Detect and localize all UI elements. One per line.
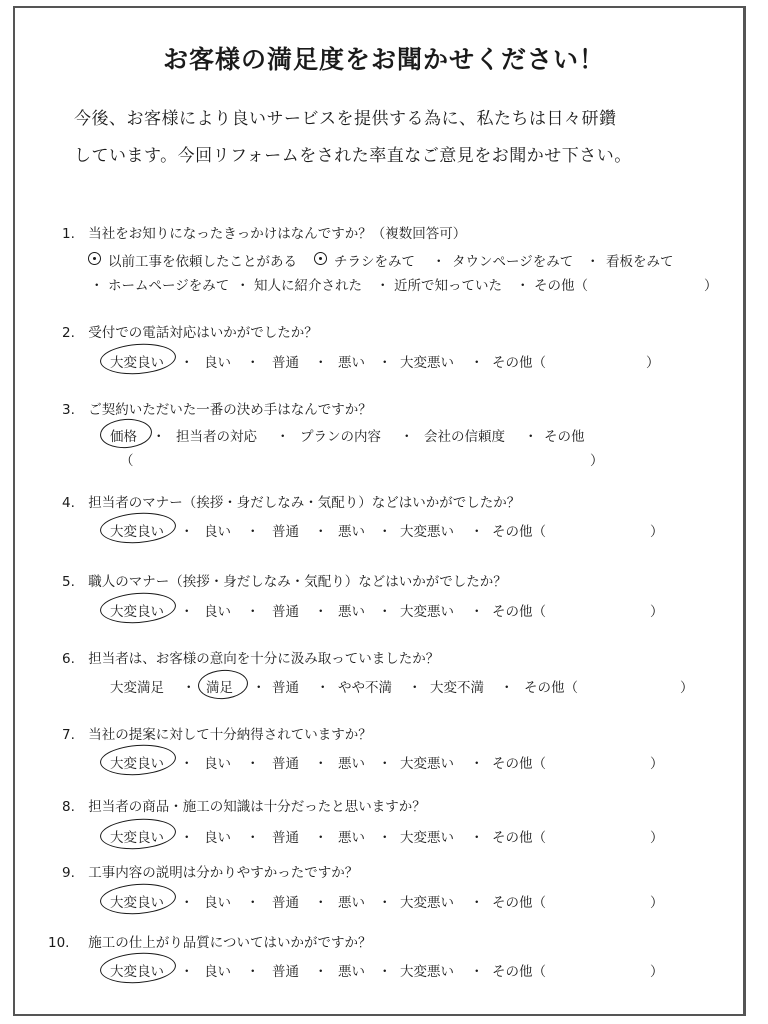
separator: ・ <box>236 278 250 294</box>
separator: ・ <box>314 604 328 620</box>
option-selected[interactable]: 大変良い <box>110 830 164 846</box>
option-selected[interactable]: 大変良い <box>110 355 164 371</box>
option[interactable]: やや不満 <box>338 680 392 696</box>
separator: ・ <box>470 604 484 620</box>
option[interactable]: 知人に紹介された <box>254 278 362 294</box>
separator: ・ <box>246 895 260 911</box>
question-4 <box>62 491 520 511</box>
question-text: 職人のマナー（挨拶・身だしなみ・気配り）などはいかがでしたか？ <box>88 574 507 590</box>
option[interactable]: チラシをみて <box>334 254 415 270</box>
option[interactable]: 大変悪い <box>400 895 454 911</box>
option: ） <box>704 278 718 294</box>
option[interactable]: 大変悪い <box>400 964 454 980</box>
separator: ・ <box>586 254 600 270</box>
question-text: 当社の提案に対して十分納得されていますか？ <box>88 727 372 743</box>
question-6 <box>62 647 439 667</box>
option[interactable]: 良い <box>204 830 231 846</box>
selected-dot-mark <box>314 252 327 265</box>
question-text: ご契約いただいた一番の決め手はなんですか？ <box>88 402 372 418</box>
option[interactable]: 悪い <box>338 355 365 371</box>
option[interactable]: その他（ <box>492 355 546 371</box>
option[interactable]: プランの内容 <box>300 429 381 445</box>
separator: ・ <box>314 895 328 911</box>
option-selected[interactable]: 大変良い <box>110 895 164 911</box>
option[interactable]: ホームページをみて <box>108 278 230 294</box>
question-2 <box>62 321 318 341</box>
separator: ・ <box>376 278 390 294</box>
option: （ <box>120 453 134 469</box>
option-selected[interactable]: 大変良い <box>110 756 164 772</box>
separator: ・ <box>400 429 414 445</box>
question-9 <box>62 861 358 881</box>
separator: ・ <box>180 355 194 371</box>
option[interactable]: タウンページをみて <box>452 254 574 270</box>
option[interactable]: 普通 <box>272 830 299 846</box>
question-number: 1. <box>62 226 75 242</box>
option: ） <box>646 355 660 371</box>
question-number: 2. <box>62 325 75 341</box>
answer-row-10 <box>0 960 768 982</box>
separator: ・ <box>470 756 484 772</box>
option: ） <box>650 830 664 846</box>
separator: ・ <box>316 680 330 696</box>
question-3 <box>62 398 372 418</box>
option-selected[interactable]: 満足 <box>206 680 233 696</box>
option[interactable]: 普通 <box>272 756 299 772</box>
separator: ・ <box>378 524 392 540</box>
separator: ・ <box>378 756 392 772</box>
option[interactable]: その他（ <box>492 830 546 846</box>
separator: ・ <box>246 355 260 371</box>
separator: ・ <box>182 680 196 696</box>
question-5 <box>62 570 507 590</box>
option: ） <box>650 895 664 911</box>
option[interactable]: 良い <box>204 895 231 911</box>
answer-row-2 <box>0 351 768 373</box>
option: ） <box>650 756 664 772</box>
option[interactable]: その他（ <box>492 604 546 620</box>
option[interactable]: 以前工事を依頼したことがある <box>108 254 297 270</box>
separator: ・ <box>180 830 194 846</box>
separator: ・ <box>180 756 194 772</box>
question-number: 9. <box>62 865 75 881</box>
option[interactable]: 大変満足 <box>110 680 164 696</box>
question-7 <box>62 723 372 743</box>
option[interactable]: 悪い <box>338 524 365 540</box>
separator: ・ <box>378 830 392 846</box>
option: ） <box>680 680 694 696</box>
option[interactable]: 普通 <box>272 680 299 696</box>
separator: ・ <box>432 254 446 270</box>
option-selected[interactable]: 大変良い <box>110 604 164 620</box>
question-text: 担当者の商品・施工の知識は十分だったと思いますか？ <box>88 799 426 815</box>
option: ） <box>650 604 664 620</box>
question-8 <box>62 795 426 815</box>
option[interactable]: 大変悪い <box>400 355 454 371</box>
separator: ・ <box>516 278 530 294</box>
question-number: 10. <box>48 935 70 951</box>
question-text: 工事内容の説明は分かりやすかったですか？ <box>88 865 359 881</box>
option-selected[interactable]: 大変良い <box>110 524 164 540</box>
option-selected[interactable]: 価格 <box>110 429 137 445</box>
intro-line-1: 今後、お客様により良いサービスを提供する為に、私たちは日々研鑽 <box>74 109 617 129</box>
option[interactable]: 近所で知っていた <box>394 278 502 294</box>
separator: ・ <box>246 524 260 540</box>
separator: ・ <box>314 524 328 540</box>
option[interactable]: 悪い <box>338 830 365 846</box>
question-number: 6. <box>62 651 75 667</box>
question-10 <box>48 931 372 951</box>
question-number: 7. <box>62 727 75 743</box>
page-title: お客様の満足度をお聞かせください！ <box>162 45 605 74</box>
answer-row-1a <box>0 250 768 270</box>
option[interactable]: 普通 <box>272 524 299 540</box>
selected-dot-mark <box>88 252 101 265</box>
option[interactable]: 良い <box>204 355 231 371</box>
answer-row-3b <box>0 449 768 469</box>
separator: ・ <box>378 355 392 371</box>
question-text: 施工の仕上がり品質についてはいかがですか？ <box>88 935 372 951</box>
separator: ・ <box>470 964 484 980</box>
option[interactable]: 大変悪い <box>400 604 454 620</box>
separator: ・ <box>470 355 484 371</box>
option[interactable]: 会社の信頼度 <box>424 429 505 445</box>
separator: ・ <box>524 429 538 445</box>
option[interactable]: 担当者の対応 <box>176 429 257 445</box>
separator: ・ <box>378 604 392 620</box>
separator: ・ <box>180 964 194 980</box>
separator: ・ <box>152 429 166 445</box>
option: ） <box>650 964 664 980</box>
separator: ・ <box>500 680 514 696</box>
option[interactable]: 悪い <box>338 895 365 911</box>
option[interactable]: その他（ <box>492 895 546 911</box>
separator: ・ <box>246 830 260 846</box>
option[interactable]: その他 <box>544 429 585 445</box>
separator: ・ <box>180 524 194 540</box>
separator: ・ <box>314 964 328 980</box>
separator: ・ <box>276 429 290 445</box>
separator: ・ <box>246 604 260 620</box>
answer-row-6 <box>0 676 768 698</box>
separator: ・ <box>470 524 484 540</box>
option[interactable]: 悪い <box>338 964 365 980</box>
question-number: 5. <box>62 574 75 590</box>
separator: ・ <box>408 680 422 696</box>
separator: ・ <box>90 278 104 294</box>
option[interactable]: その他（ <box>534 278 588 294</box>
option[interactable]: 悪い <box>338 756 365 772</box>
question-number: 4. <box>62 495 75 511</box>
separator: ・ <box>252 680 266 696</box>
option: ） <box>590 453 604 469</box>
option[interactable]: 大変不満 <box>430 680 484 696</box>
answer-row-8 <box>0 826 768 848</box>
separator: ・ <box>378 964 392 980</box>
question-text: 当社をお知りになったきっかけはなんですか？（複数回答可） <box>88 226 467 242</box>
option[interactable]: その他（ <box>492 964 546 980</box>
separator: ・ <box>314 830 328 846</box>
option[interactable]: その他（ <box>492 756 546 772</box>
separator: ・ <box>470 895 484 911</box>
question-text: 担当者のマナー（挨拶・身だしなみ・気配り）などはいかがでしたか？ <box>88 495 521 511</box>
option[interactable]: 大変悪い <box>400 524 454 540</box>
option[interactable]: 良い <box>204 524 231 540</box>
question-number: 8. <box>62 799 75 815</box>
question-text: 担当者は、お客様の意向を十分に汲み取っていましたか？ <box>88 651 440 667</box>
option[interactable]: 良い <box>204 756 231 772</box>
intro-line-2: しています。今回リフォームをされた率直なご意見をお聞かせ下さい。 <box>74 146 632 166</box>
question-text: 受付での電話対応はいかがでしたか？ <box>88 325 318 341</box>
option[interactable]: 大変悪い <box>400 830 454 846</box>
separator: ・ <box>180 895 194 911</box>
answer-row-5 <box>0 600 768 622</box>
answer-row-9 <box>0 891 768 913</box>
option[interactable]: 看板をみて <box>606 254 674 270</box>
answer-row-3a <box>0 425 768 447</box>
answer-row-4 <box>0 520 768 542</box>
answer-row-7 <box>0 752 768 774</box>
option[interactable]: 良い <box>204 604 231 620</box>
separator: ・ <box>180 604 194 620</box>
option[interactable]: 大変悪い <box>400 756 454 772</box>
separator: ・ <box>470 830 484 846</box>
option[interactable]: 普通 <box>272 964 299 980</box>
separator: ・ <box>314 355 328 371</box>
option[interactable]: その他（ <box>492 524 546 540</box>
option[interactable]: 良い <box>204 964 231 980</box>
separator: ・ <box>378 895 392 911</box>
separator: ・ <box>246 756 260 772</box>
option: ） <box>650 524 664 540</box>
question-number: 3. <box>62 402 75 418</box>
question-1 <box>62 222 466 242</box>
answer-row-1b <box>0 274 768 294</box>
option-selected[interactable]: 大変良い <box>110 964 164 980</box>
separator: ・ <box>314 756 328 772</box>
option[interactable]: 普通 <box>272 895 299 911</box>
option[interactable]: 普通 <box>272 355 299 371</box>
separator: ・ <box>246 964 260 980</box>
option[interactable]: その他（ <box>524 680 578 696</box>
option[interactable]: 普通 <box>272 604 299 620</box>
option[interactable]: 悪い <box>338 604 365 620</box>
